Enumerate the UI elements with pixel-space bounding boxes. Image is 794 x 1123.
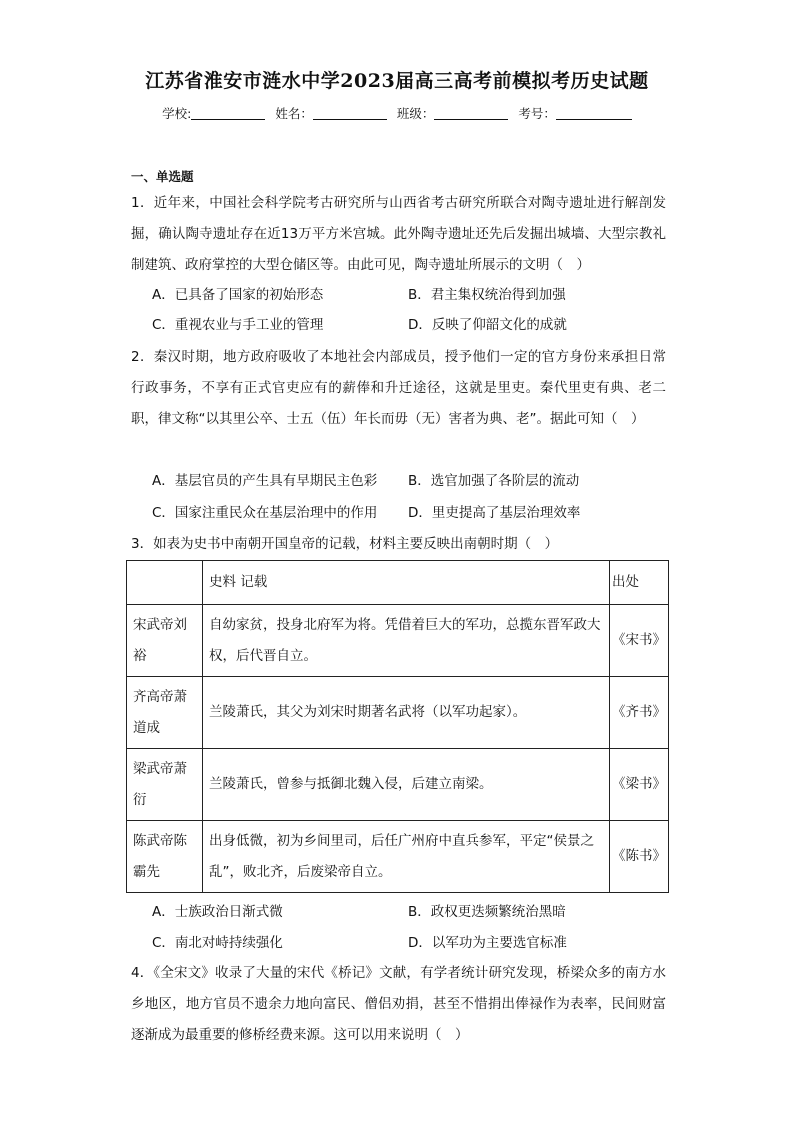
emperor-cell: 宋武帝刘裕: [127, 605, 203, 677]
table-row: [127, 677, 669, 749]
emperor-cell: 梁武帝萧衍: [127, 749, 203, 821]
number-label: 考号：: [518, 106, 556, 121]
question-3-text: 3．如表为史书中南朝开国皇帝的记载，材料主要反映出南朝时期（ ）: [131, 536, 559, 552]
question-2-option-d: D．里吏提高了基层治理效率: [408, 505, 581, 521]
question-1-option-d: D．反映了仰韶文化的成就: [408, 317, 567, 333]
question-1-text: 1．近年来，中国社会科学院考古研究所与山西省考古研究所联合对陶寺遗址进行解剖发掘，确认陶寺遗址存在近13万平方米宫城。此外陶寺遗址还先后发掘出城墙、大型宗教礼制建筑、政府掌控的大型仓储区等。由此可见，陶寺遗址所展示的文明（ ）: [131, 195, 666, 273]
table-header-cell: [127, 561, 203, 605]
table-row: [127, 605, 669, 677]
exam-title: 江苏省淮安市涟水中学2023届高三高考前模拟考历史试题: [145, 70, 649, 92]
name-blank[interactable]: [313, 107, 387, 120]
emperor-cell: 齐高帝萧道成: [127, 677, 203, 749]
record-cell: 兰陵萧氏，曾参与抵御北魏入侵，后建立南梁。: [203, 749, 610, 821]
question-3-option-a: A．士族政治日渐式微: [152, 904, 283, 920]
question-3-option-b: B．政权更迭频繁统治黑暗: [408, 904, 566, 920]
record-cell: 出身低微，初为乡间里司，后任广州府中直兵参军，平定“侯景之乱”，败北齐，后废梁帝自立。: [203, 821, 610, 893]
class-label: 班级：: [396, 106, 435, 121]
source-cell: 《陈书》: [610, 821, 669, 893]
name-label: 姓名：: [275, 106, 313, 121]
table-header-cell: 史料 记载: [203, 561, 610, 605]
source-cell: 《宋书》: [610, 605, 669, 677]
question-1-option-c: C．重视农业与手工业的管理: [152, 317, 324, 333]
number-blank[interactable]: [556, 107, 632, 120]
question-1-option-b: B．君主集权统治得到加强: [408, 287, 566, 303]
question-3-option-d: D．以军功为主要选官标准: [408, 935, 567, 951]
record-cell: 兰陵萧氏，其父为刘宋时期著名武将（以军功起家）。: [203, 677, 610, 749]
table-header-cell: 出处: [610, 561, 669, 605]
question-4-text: 4．《全宋文》收录了大量的宋代《桥记》文献，有学者统计研究发现，桥梁众多的南方水乡地区，地方官员不遗余力地向富民、僧侣劝捐，甚至不惜捐出俸禄作为表率，民间财富逐渐成为最重要的修桥经费来源。这可以用来说明（ ）: [131, 965, 666, 1043]
school-blank[interactable]: [191, 107, 265, 120]
table-row: [127, 821, 669, 893]
question-1-option-a: A．已具备了国家的初始形态: [152, 287, 324, 303]
class-blank[interactable]: [434, 107, 508, 120]
question-2-option-b: B．选官加强了各阶层的流动: [408, 473, 580, 489]
question-3-option-c: C．南北对峙持续强化: [152, 935, 283, 951]
table-row: [127, 749, 669, 821]
question-2-text: 2．秦汉时期，地方政府吸收了本地社会内部成员，授予他们一定的官方身份来承担日常行政事务，不享有正式官吏应有的薪俸和升迁途径，这就是里吏。秦代里吏有典、老二职，律文称“以其里公卒、士五（伍）年长而毋（无）害者为典、老”。据此可知（ ）: [131, 349, 666, 427]
record-cell: 自幼家贫，投身北府军为将。凭借着巨大的军功，总揽东晋军政大权，后代晋自立。: [203, 605, 610, 677]
source-cell: 《梁书》: [610, 749, 669, 821]
question-2-option-c: C．国家注重民众在基层治理中的作用: [152, 505, 378, 521]
source-cell: 《齐书》: [610, 677, 669, 749]
history-records-table: [126, 560, 669, 893]
emperor-cell: 陈武帝陈霸先: [127, 821, 203, 893]
student-info-line: [0, 104, 794, 122]
question-2-option-a: A．基层官员的产生具有早期民主色彩: [152, 473, 378, 489]
school-label: 学校:: [162, 106, 192, 121]
table-header-row: [127, 561, 669, 605]
section-title: 一、单选题: [131, 169, 194, 184]
